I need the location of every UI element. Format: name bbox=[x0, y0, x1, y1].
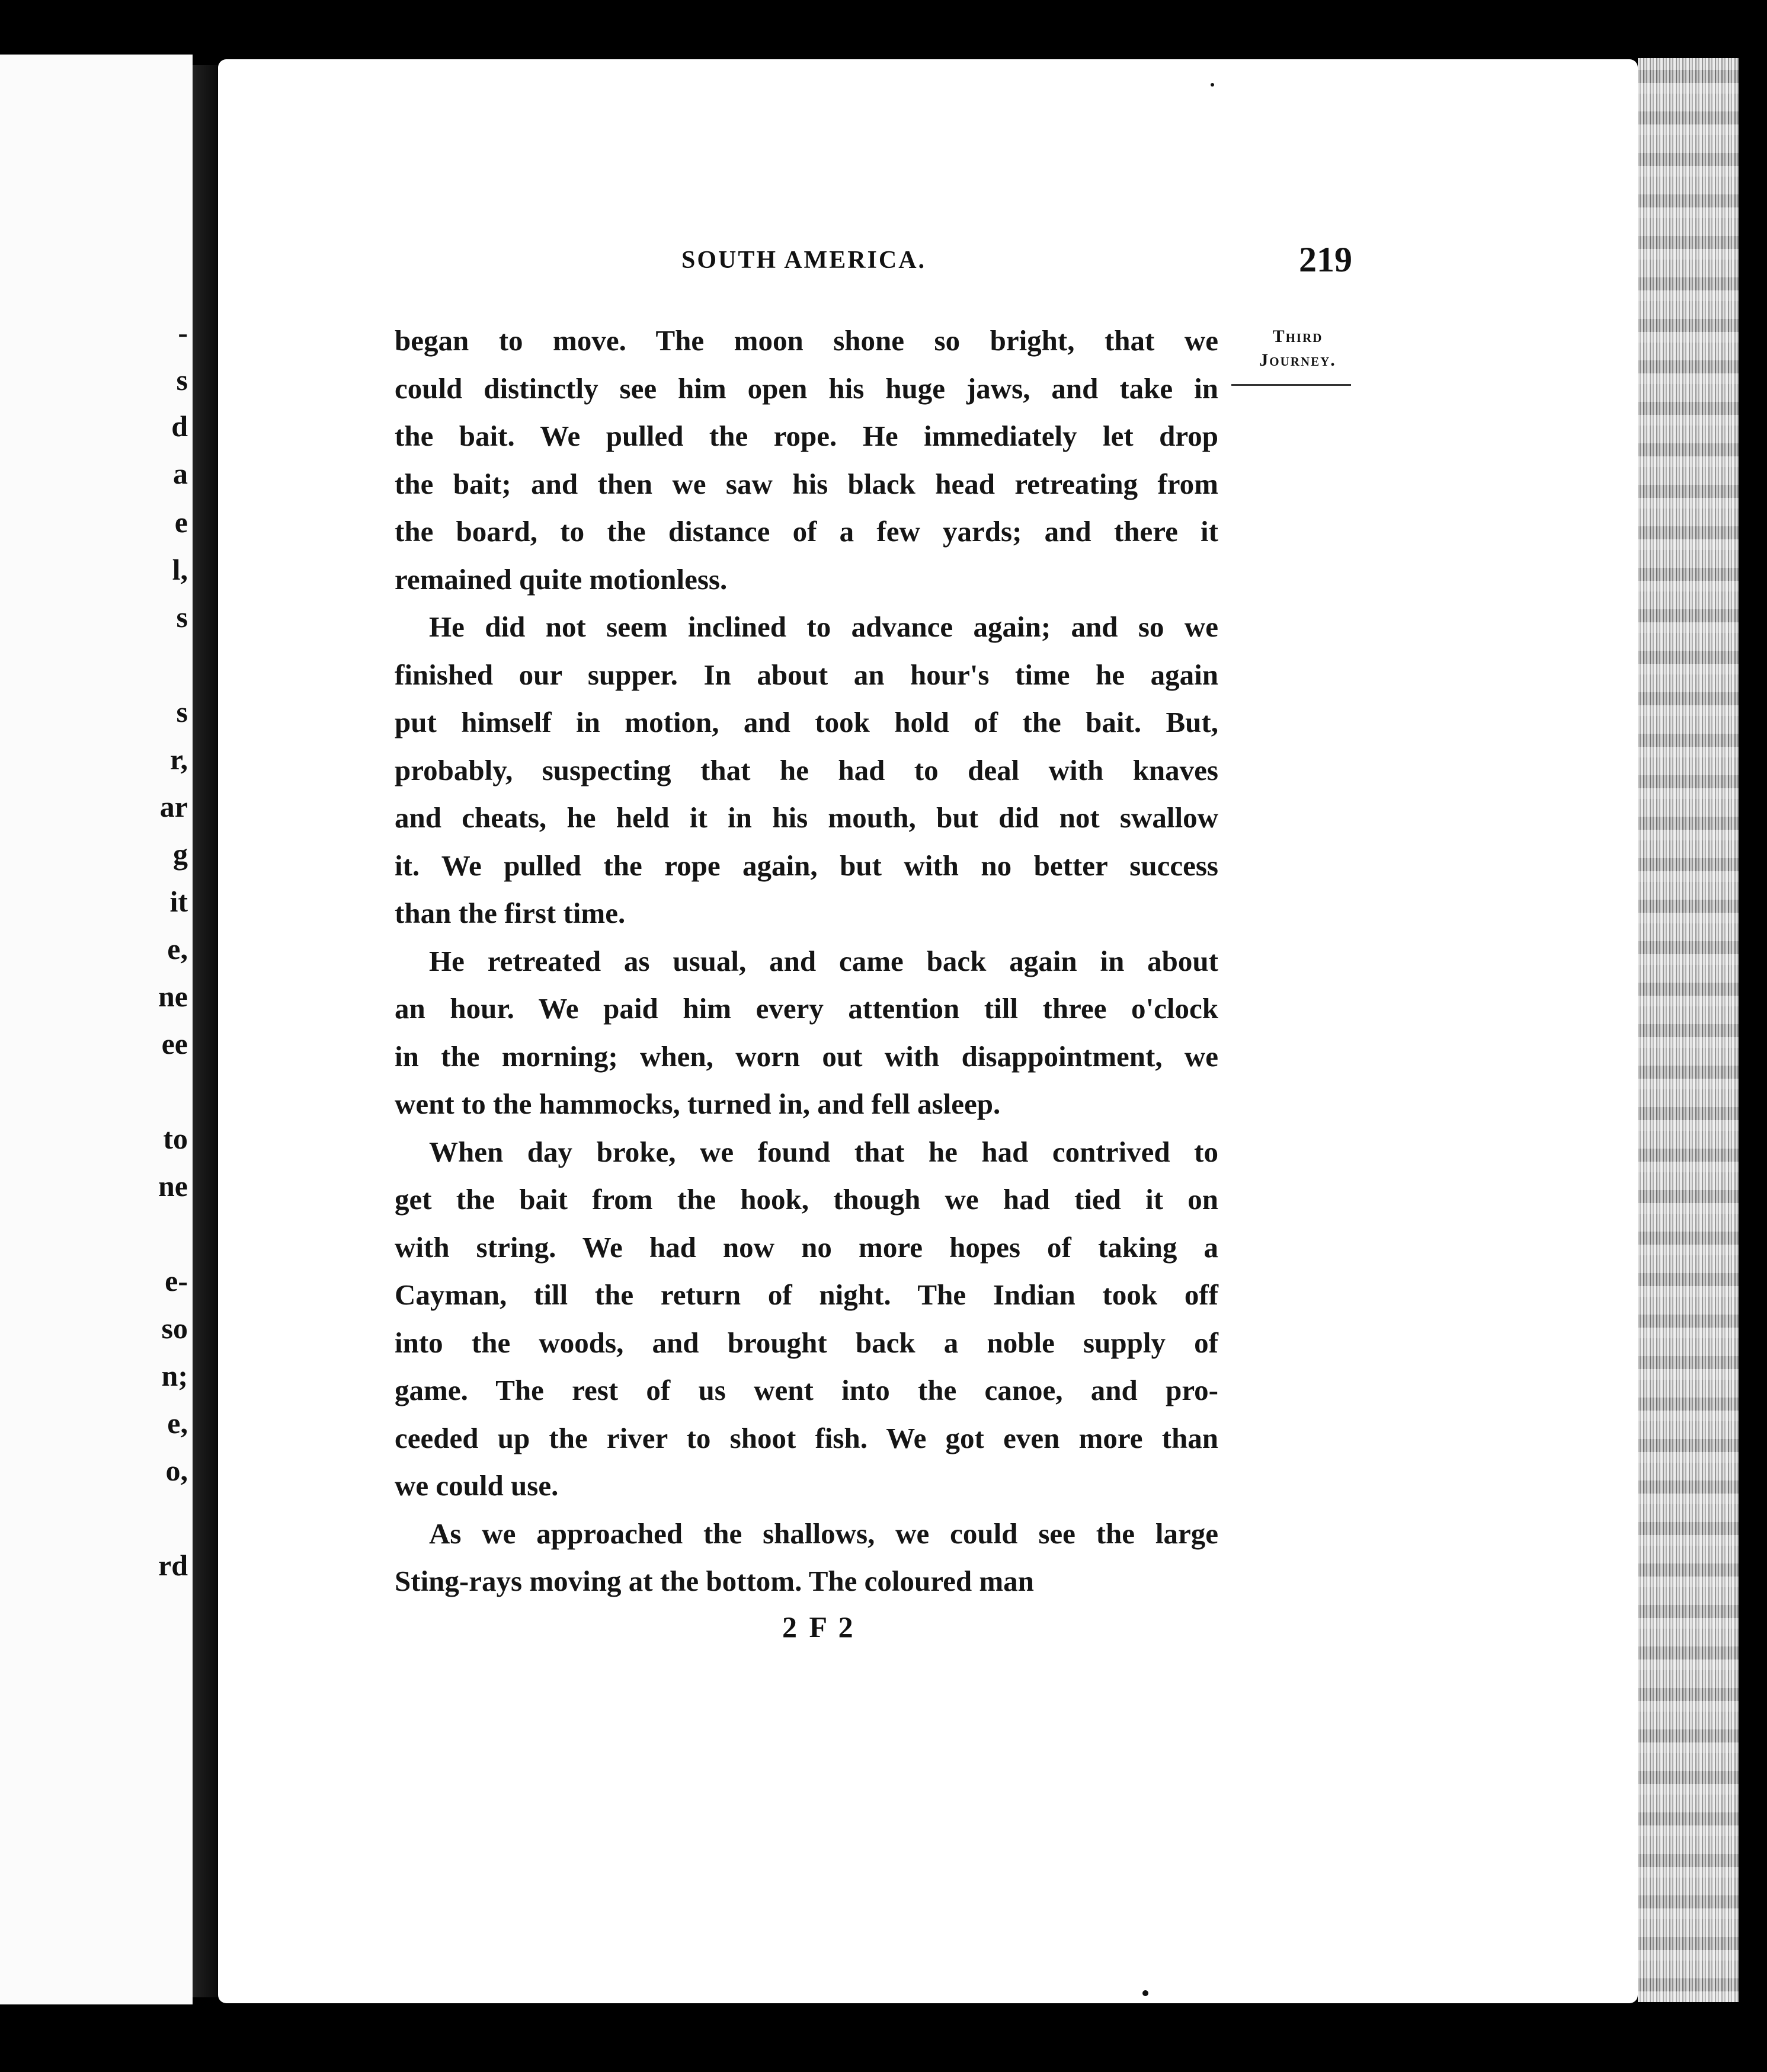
margin-note-rule bbox=[1231, 384, 1351, 386]
facing-page-fragment: a bbox=[173, 457, 188, 490]
text-line: an hour. We paid him every attention till three o'clock bbox=[395, 992, 1218, 1025]
text-line: and cheats, he held it in his mouth, but did not swallow bbox=[395, 801, 1218, 834]
paragraph bbox=[395, 938, 1218, 1128]
text-line: game. The rest of us went into the canoe, and pro- bbox=[395, 1374, 1218, 1406]
facing-page-fragment: e- bbox=[165, 1264, 188, 1297]
facing-page-fragment: - bbox=[178, 316, 188, 349]
facing-page-fragment: s bbox=[176, 363, 188, 397]
facing-page-fragment: ar bbox=[159, 790, 188, 823]
text-line: than the first time. bbox=[395, 897, 626, 929]
text-line: remained quite motionless. bbox=[395, 562, 728, 596]
paragraph bbox=[395, 1128, 1218, 1510]
text-line: He did not seem inclined to advance again; and so we bbox=[429, 610, 1218, 643]
running-title: SOUTH AMERICA. bbox=[681, 247, 927, 274]
text-line: the board, to the distance of a few yards; and there it bbox=[395, 515, 1218, 548]
facing-page-fragment: rd bbox=[158, 1549, 188, 1582]
facing-page-fragment: s bbox=[176, 600, 188, 634]
text-line: the bait. We pulled the rope. He immediately let drop bbox=[395, 420, 1218, 452]
book-gutter bbox=[193, 65, 217, 1997]
text-line: could distinctly see him open his huge jaws, and take in bbox=[395, 372, 1218, 405]
margin-note-line-2: Journey. bbox=[1259, 350, 1336, 370]
text-line: began to move. The moon shone so bright, that we bbox=[395, 324, 1218, 357]
page-edges bbox=[1638, 58, 1739, 2002]
text-line: went to the hammocks, turned in, and fell asleep. bbox=[395, 1088, 1001, 1120]
text-line: the bait; and then we saw his black head retreating from bbox=[395, 467, 1218, 500]
speck bbox=[1211, 83, 1214, 87]
text-line: it. We pulled the rope again, but with no better success bbox=[395, 849, 1218, 882]
text-line: Sting-rays moving at the bottom. The coloured man bbox=[395, 1565, 1034, 1597]
text-line: finished our supper. In about an hour's time he again bbox=[395, 658, 1218, 691]
paragraph bbox=[395, 317, 1218, 603]
paragraph bbox=[395, 603, 1218, 938]
facing-page bbox=[0, 55, 193, 2004]
facing-page-fragment: ne bbox=[158, 980, 188, 1013]
speck bbox=[1142, 1990, 1148, 1996]
facing-page-fragment: d bbox=[171, 410, 188, 443]
text-line: get the bait from the hook, though we had tied it on bbox=[395, 1183, 1218, 1216]
facing-page-fragment: e, bbox=[167, 1406, 188, 1440]
facing-page-fragment: to bbox=[163, 1122, 188, 1155]
text-line: Cayman, till the return of night. The Indian took off bbox=[395, 1278, 1218, 1311]
text-line: in the morning; when, worn out with disappointment, we bbox=[395, 1040, 1218, 1073]
paragraph bbox=[395, 1510, 1218, 1606]
facing-page-fragment: n; bbox=[161, 1359, 188, 1392]
text-line: He retreated as usual, and came back again in about bbox=[429, 944, 1218, 977]
facing-page-fragment: e bbox=[174, 506, 188, 539]
margin-note bbox=[1241, 325, 1354, 372]
facing-page-fragment: o, bbox=[165, 1454, 188, 1487]
page-number: 219 bbox=[1299, 240, 1352, 279]
text-line: probably, suspecting that he had to deal with knaves bbox=[395, 753, 1218, 786]
text-line: with string. We had now no more hopes of taking a bbox=[395, 1230, 1218, 1264]
text-line: put himself in motion, and took hold of the bait. But, bbox=[395, 706, 1218, 738]
text-line: ceeded up the river to shoot fish. We got even more than bbox=[395, 1421, 1218, 1454]
text-line: When day broke, we found that he had contrived to bbox=[429, 1135, 1218, 1168]
facing-page-fragment: s bbox=[176, 695, 188, 728]
facing-page-fragment: ne bbox=[158, 1169, 188, 1203]
facing-page-fragment: l, bbox=[172, 553, 188, 586]
facing-page-fragment: g bbox=[173, 837, 188, 871]
facing-page-fragment: e, bbox=[167, 932, 188, 965]
text-line: into the woods, and brought back a noble supply of bbox=[395, 1326, 1218, 1359]
facing-page-fragment: ee bbox=[161, 1027, 188, 1060]
facing-page-fragment: it bbox=[169, 885, 188, 918]
text-line: As we approached the shallows, we could see the large bbox=[429, 1517, 1218, 1550]
signature-mark: 2 F 2 bbox=[782, 1610, 856, 1643]
body-text bbox=[395, 317, 1218, 1606]
facing-page-fragment: r, bbox=[169, 743, 188, 776]
text-line: we could use. bbox=[395, 1469, 559, 1502]
margin-note-line-1: Third bbox=[1272, 327, 1323, 346]
facing-page-fragment: so bbox=[161, 1312, 188, 1345]
